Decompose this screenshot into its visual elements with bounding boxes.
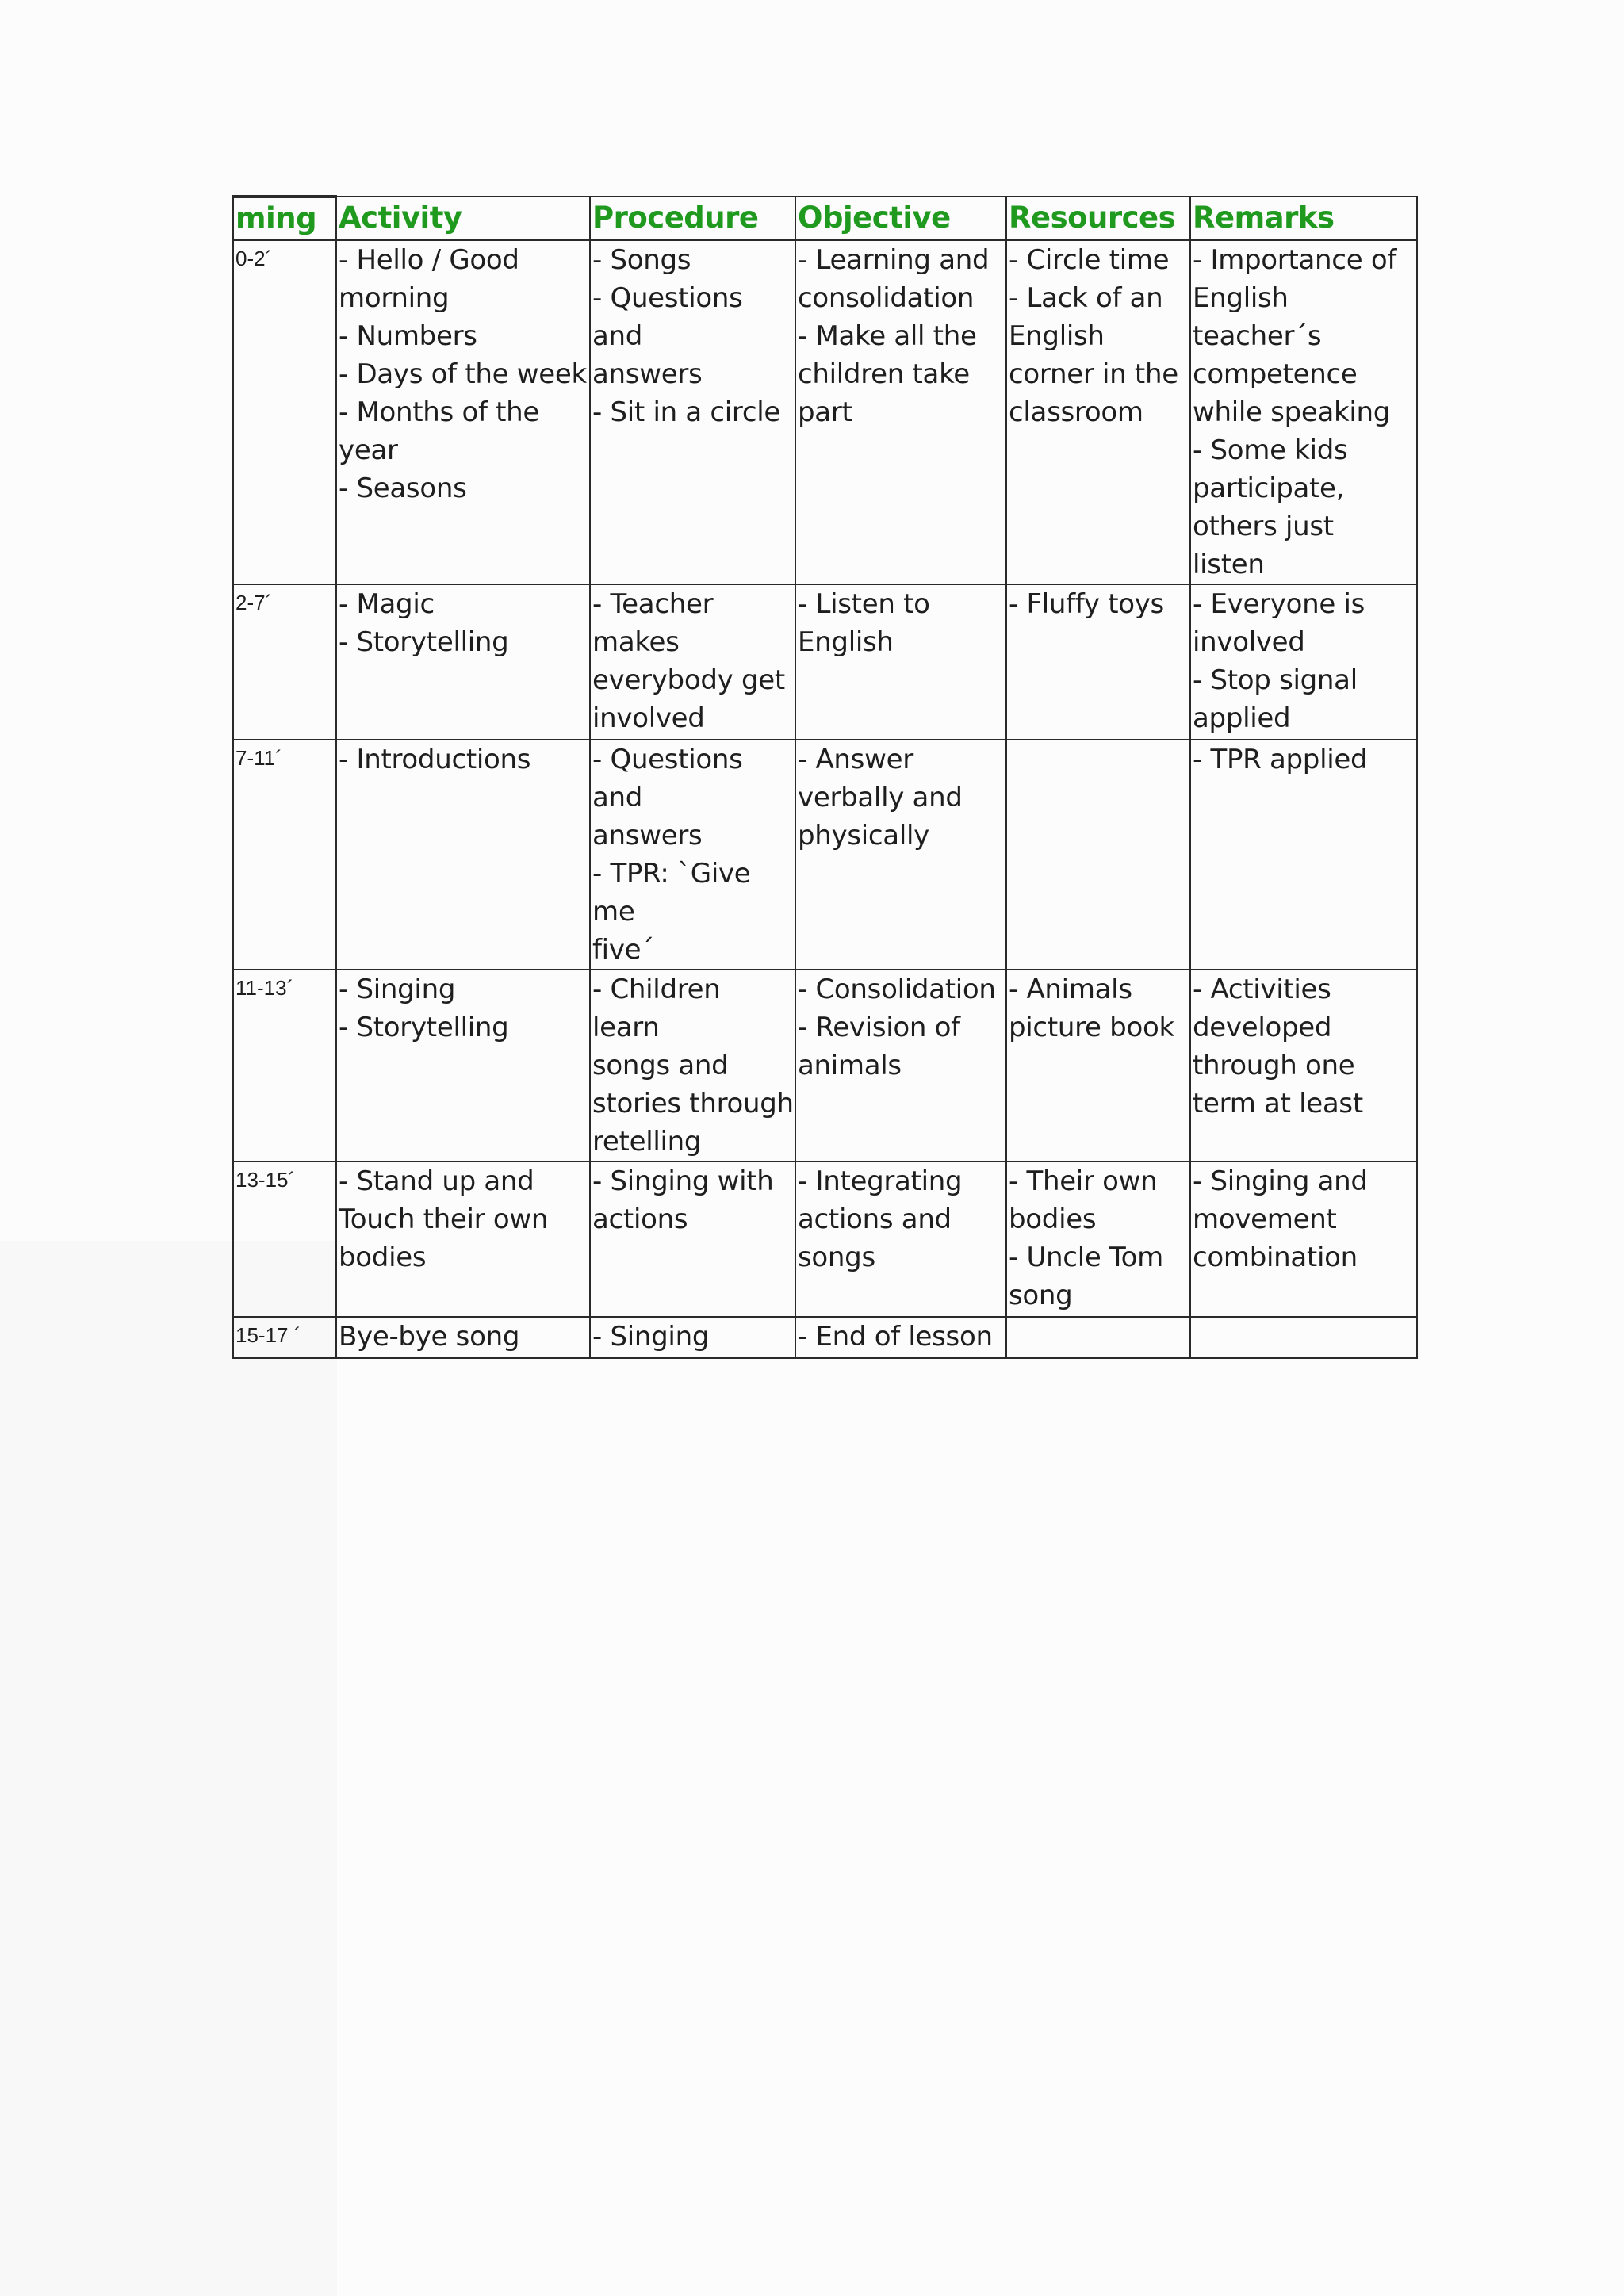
procedure-line: involved — [592, 702, 705, 734]
remarks-line: term at least — [1193, 1088, 1363, 1119]
procedure-line: - Teacher — [592, 588, 714, 620]
procedure-cell — [590, 970, 795, 1161]
remarks-line: competence — [1193, 358, 1358, 390]
procedure-line: - Sit in a circle — [592, 396, 781, 428]
table-row — [233, 1161, 1417, 1317]
procedure-line: answers — [592, 820, 703, 851]
activity-line: - Storytelling — [339, 626, 509, 658]
objective-cell — [795, 970, 1006, 1161]
resources-cell — [1006, 1317, 1190, 1358]
activity-line: - Introductions — [339, 744, 531, 775]
resources-cell — [1006, 970, 1190, 1161]
objective-line: consolidation — [798, 282, 975, 314]
resources-line: - Their own — [1009, 1165, 1158, 1197]
remarks-line: involved — [1193, 626, 1305, 658]
header-activity: Activity — [336, 197, 590, 240]
procedure-line: - Songs — [592, 244, 691, 276]
procedure-cell — [590, 1161, 795, 1317]
activity-line: - Months of the — [339, 396, 540, 428]
procedure-line: everybody get — [592, 664, 785, 696]
procedure-cell — [590, 584, 795, 740]
objective-cell — [795, 1161, 1006, 1317]
objective-line: - Learning and — [798, 244, 990, 276]
objective-cell — [795, 240, 1006, 584]
remarks-line: English — [1193, 282, 1289, 314]
activity-line: - Numbers — [339, 320, 477, 352]
procedure-line: answers — [592, 358, 703, 390]
remarks-line: while speaking — [1193, 396, 1391, 428]
activity-line: - Storytelling — [339, 1012, 509, 1043]
table-header-row — [233, 197, 1417, 240]
objective-cell — [795, 1317, 1006, 1358]
header-remarks: Remarks — [1190, 197, 1417, 240]
table-row — [233, 584, 1417, 740]
resources-line: - Lack of an — [1009, 282, 1163, 314]
remarks-cell — [1190, 970, 1417, 1161]
header-objective: Objective — [795, 197, 1006, 240]
resources-line: English — [1009, 320, 1105, 352]
objective-line: - Make all the — [798, 320, 977, 352]
remarks-line: - Activities — [1193, 974, 1331, 1005]
activity-line: - Magic — [339, 588, 435, 620]
resources-cell — [1006, 584, 1190, 740]
remarks-line: developed — [1193, 1012, 1332, 1043]
objective-line: physically — [798, 820, 929, 851]
procedure-line: five´ — [592, 934, 654, 966]
procedure-line: stories through — [592, 1088, 794, 1119]
remarks-cell — [1190, 240, 1417, 584]
objective-line: - Answer — [798, 744, 914, 775]
objective-line: animals — [798, 1050, 902, 1081]
remarks-line: - Everyone is — [1193, 588, 1365, 620]
remarks-line: teacher´s — [1193, 320, 1322, 352]
remarks-line: applied — [1193, 702, 1291, 734]
procedure-line: retelling — [592, 1126, 702, 1158]
procedure-cell — [590, 740, 795, 970]
table-row — [233, 740, 1417, 970]
table-row — [233, 1317, 1417, 1358]
objective-line: - Listen to — [798, 588, 930, 620]
activity-cell — [336, 740, 590, 970]
remarks-line: - Importance of — [1193, 244, 1396, 276]
resources-line: picture book — [1009, 1012, 1174, 1043]
resources-cell — [1006, 240, 1190, 584]
activity-line: year — [339, 434, 398, 466]
objective-line: - Consolidation — [798, 974, 996, 1005]
activity-line: bodies — [339, 1242, 427, 1273]
resources-line: bodies — [1009, 1203, 1097, 1235]
header-procedure: Procedure — [590, 197, 795, 240]
remarks-line: - Stop signal — [1193, 664, 1358, 696]
objective-cell — [795, 584, 1006, 740]
procedure-line: actions — [592, 1203, 688, 1235]
remarks-line: participate, — [1193, 473, 1345, 504]
procedure-line: - Questions and — [592, 744, 752, 813]
remarks-line: others just — [1193, 511, 1334, 542]
procedure-line: makes — [592, 626, 680, 658]
timing-cell: 13-15´ — [233, 1161, 336, 1317]
remarks-line: listen — [1193, 549, 1265, 580]
objective-line: English — [798, 626, 894, 658]
timing-cell: 0-2´ — [233, 240, 336, 584]
lesson-plan-table — [232, 195, 1418, 1359]
resources-line: corner in the — [1009, 358, 1178, 390]
table-row — [233, 970, 1417, 1161]
resources-line: song — [1009, 1280, 1073, 1311]
activity-line: Touch their own — [339, 1203, 549, 1235]
objective-line: verbally and — [798, 782, 963, 813]
procedure-line: - Children learn — [592, 974, 730, 1043]
activity-line: morning — [339, 282, 450, 314]
procedure-cell — [590, 1317, 795, 1358]
remarks-line: - TPR applied — [1193, 744, 1368, 775]
activity-cell — [336, 240, 590, 584]
remarks-line: - Some kids — [1193, 434, 1348, 466]
procedure-line: - Questions and — [592, 282, 752, 352]
remarks-line: through one — [1193, 1050, 1355, 1081]
objective-line: - Integrating — [798, 1165, 963, 1197]
timing-cell: 11-13´ — [233, 970, 336, 1161]
resources-cell — [1006, 740, 1190, 970]
procedure-line: songs and — [592, 1050, 729, 1081]
procedure-cell — [590, 240, 795, 584]
objective-line: actions and — [798, 1203, 952, 1235]
objective-line: - End of lesson — [798, 1321, 993, 1353]
timing-cell: 15-17 ´ — [233, 1317, 336, 1358]
table-row — [233, 240, 1417, 584]
procedure-line: - Singing — [592, 1321, 710, 1353]
resources-cell — [1006, 1161, 1190, 1317]
objective-cell — [795, 740, 1006, 970]
remarks-line: - Singing and — [1193, 1165, 1368, 1197]
objective-line: part — [798, 396, 852, 428]
activity-line: - Days of the week — [339, 358, 587, 390]
header-timing: ming — [233, 197, 336, 240]
activity-line: - Stand up and — [339, 1165, 534, 1197]
header-resources: Resources — [1006, 197, 1190, 240]
resources-line: classroom — [1009, 396, 1143, 428]
activity-cell — [336, 1317, 590, 1358]
remarks-cell — [1190, 1161, 1417, 1317]
objective-line: songs — [798, 1242, 875, 1273]
objective-line: - Revision of — [798, 1012, 960, 1043]
activity-line: - Seasons — [339, 473, 467, 504]
remarks-cell — [1190, 584, 1417, 740]
resources-line: - Animals — [1009, 974, 1132, 1005]
resources-line: - Uncle Tom — [1009, 1242, 1163, 1273]
activity-cell — [336, 970, 590, 1161]
objective-line: children take — [798, 358, 970, 390]
activity-line: - Hello / Good — [339, 244, 519, 276]
remarks-line: combination — [1193, 1242, 1358, 1273]
remarks-cell — [1190, 1317, 1417, 1358]
resources-line: - Circle time — [1009, 244, 1170, 276]
activity-line: - Singing — [339, 974, 456, 1005]
activity-cell — [336, 1161, 590, 1317]
procedure-line: - Singing with — [592, 1165, 774, 1197]
resources-line: - Fluffy toys — [1009, 588, 1164, 620]
remarks-cell — [1190, 740, 1417, 970]
activity-line: Bye-bye song — [339, 1321, 520, 1353]
activity-cell — [336, 584, 590, 740]
procedure-line: - TPR: `Give me — [592, 858, 759, 928]
timing-cell: 7-11´ — [233, 740, 336, 970]
timing-cell: 2-7´ — [233, 584, 336, 740]
page-shade-strip — [0, 1241, 337, 2296]
remarks-line: movement — [1193, 1203, 1337, 1235]
